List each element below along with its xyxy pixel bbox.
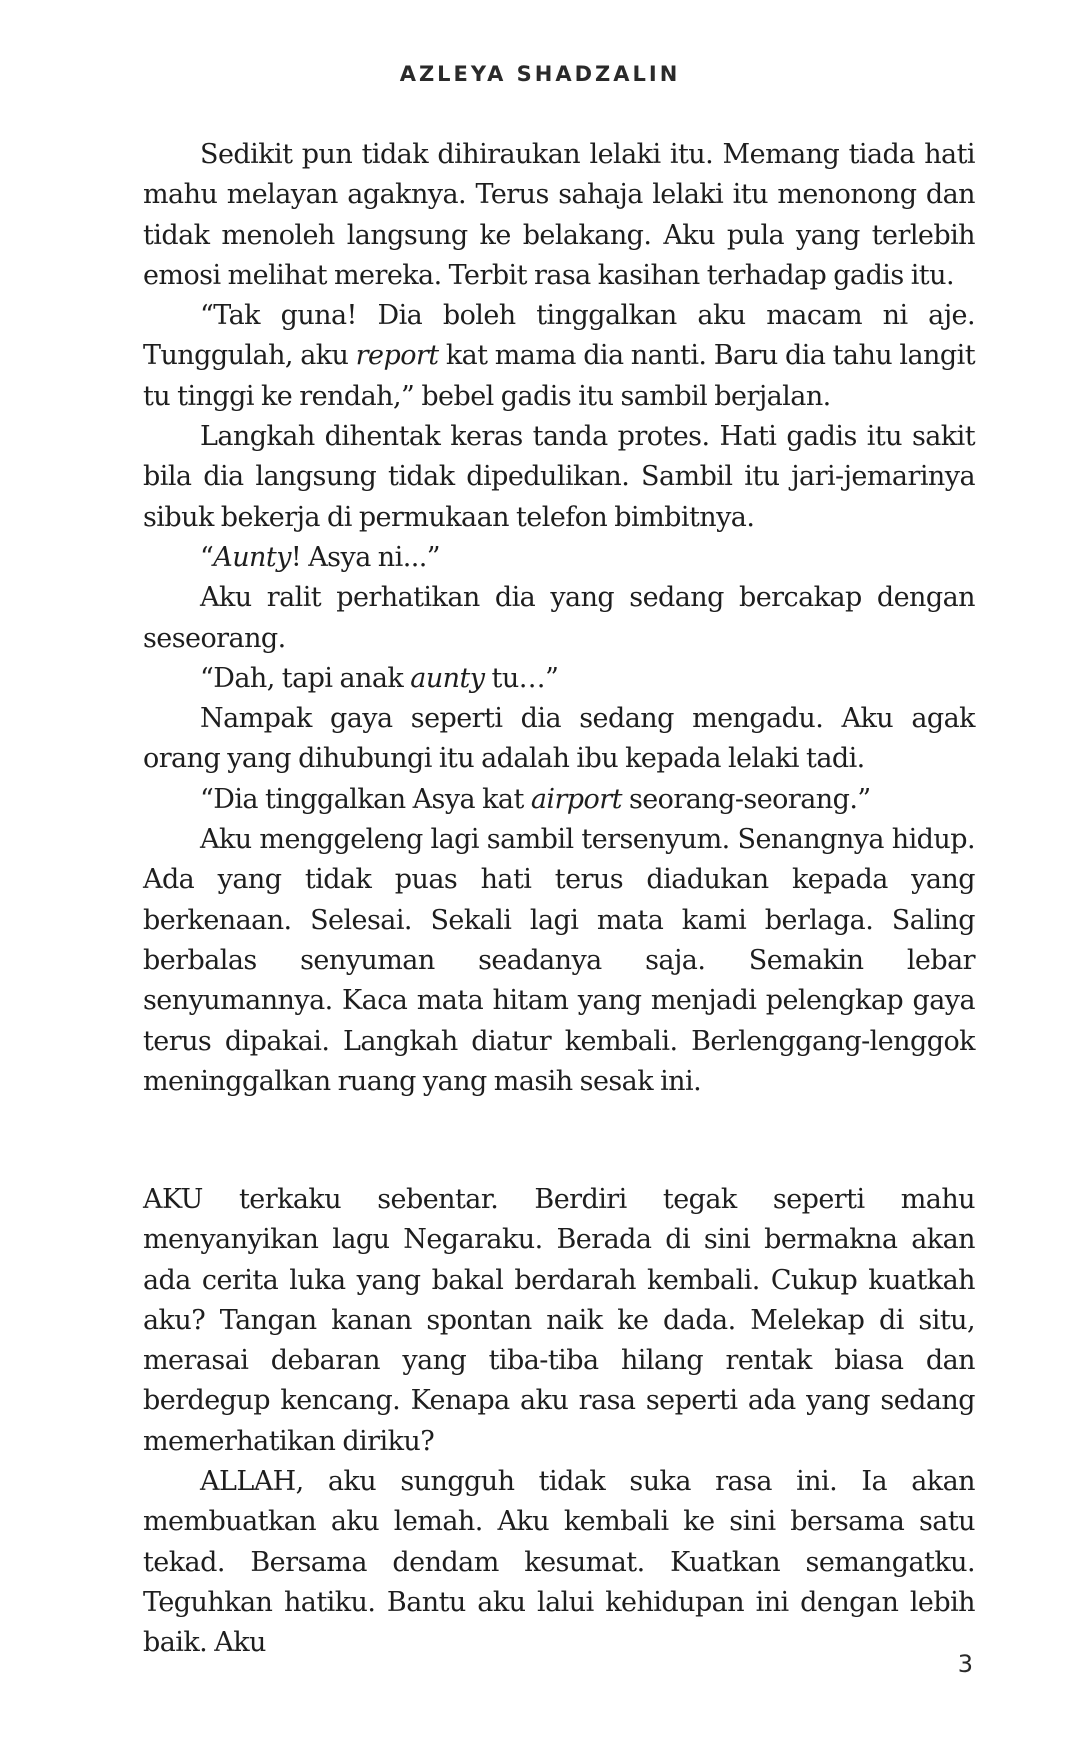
paragraph: “Dia tinggalkan Asya kat airport seorang-seorang.”	[200, 783, 871, 815]
italic-word: aunty	[410, 662, 485, 694]
page-number: 3	[957, 1650, 973, 1678]
paragraph: Nampak gaya seperti dia sedang mengadu. Aku agak orang yang dihubungi itu adalah ibu kepada lelaki tadi.	[143, 703, 975, 775]
italic-word: Aunty	[213, 541, 291, 573]
section-two	[143, 1180, 975, 1664]
paragraph: ALLAH, aku sungguh tidak suka rasa ini. Ia akan membuatkan aku lemah. Aku kembali ke sini bersama satu tekad. Bersama dendam kesumat. Kuatkan semangatku. Teguhkan hatiku. Bantu aku lalui kehidupan ini dengan lebih baik. Aku	[143, 1466, 975, 1659]
italic-word: report	[355, 340, 439, 372]
paragraph: AKU terkaku sebentar. Berdiri tegak seperti mahu menyanyikan lagu Negaraku. Berada di sini bermakna akan ada cerita luka yang bakal berdarah kembali. Cukup kuatkah aku? Tangan kanan spontan naik ke dada. Melekap di situ, merasai debaran yang tiba-tiba hilang rentak biasa dan berdegup kencang. Kenapa aku rasa seperti ada yang sedang memerhatikan diriku?	[143, 1184, 975, 1457]
italic-word: airport	[530, 783, 622, 815]
paragraph: Aku ralit perhatikan dia yang sedang bercakap dengan seseorang.	[143, 582, 975, 654]
paragraph: “Tak guna! Dia boleh tinggalkan aku macam ni aje. Tunggulah, aku report kat mama dia nanti. Baru dia tahu langit tu tinggi ke rendah,” bebel gadis itu sambil berjalan.	[143, 300, 975, 412]
paragraph: Langkah dihentak keras tanda protes. Hati gadis itu sakit bila dia langsung tidak dipedulikan. Sambil itu jari-jemarinya sibuk bekerja di permukaan telefon bimbitnya.	[143, 421, 975, 533]
paragraph: Sedikit pun tidak dihiraukan lelaki itu. Memang tiada hati mahu melayan agaknya. Terus sahaja lelaki itu menonong dan tidak menoleh langsung ke belakang. Aku pula yang terlebih emosi melihat mereka. Terbit rasa kasihan terhadap gadis itu.	[143, 139, 975, 291]
running-head-author: AZLEYA SHADZALIN	[399, 62, 681, 86]
paragraph: Aku menggeleng lagi sambil tersenyum. Senangnya hidup. Ada yang tidak puas hati terus diadukan kepada yang berkenaan. Selesai. Sekali lagi mata kami berlaga. Saling berbalas senyuman seadanya saja. Semakin lebar senyumannya. Kaca mata hitam yang menjadi pelengkap gaya terus dipakai. Langkah diatur kembali. Berlenggang-lenggok meninggalkan ruang yang masih sesak ini.	[143, 824, 975, 1097]
paragraph: “Aunty! Asya ni...”	[200, 541, 441, 573]
paragraph: “Dah, tapi anak aunty tu…”	[200, 662, 559, 694]
section-one	[143, 135, 975, 1102]
